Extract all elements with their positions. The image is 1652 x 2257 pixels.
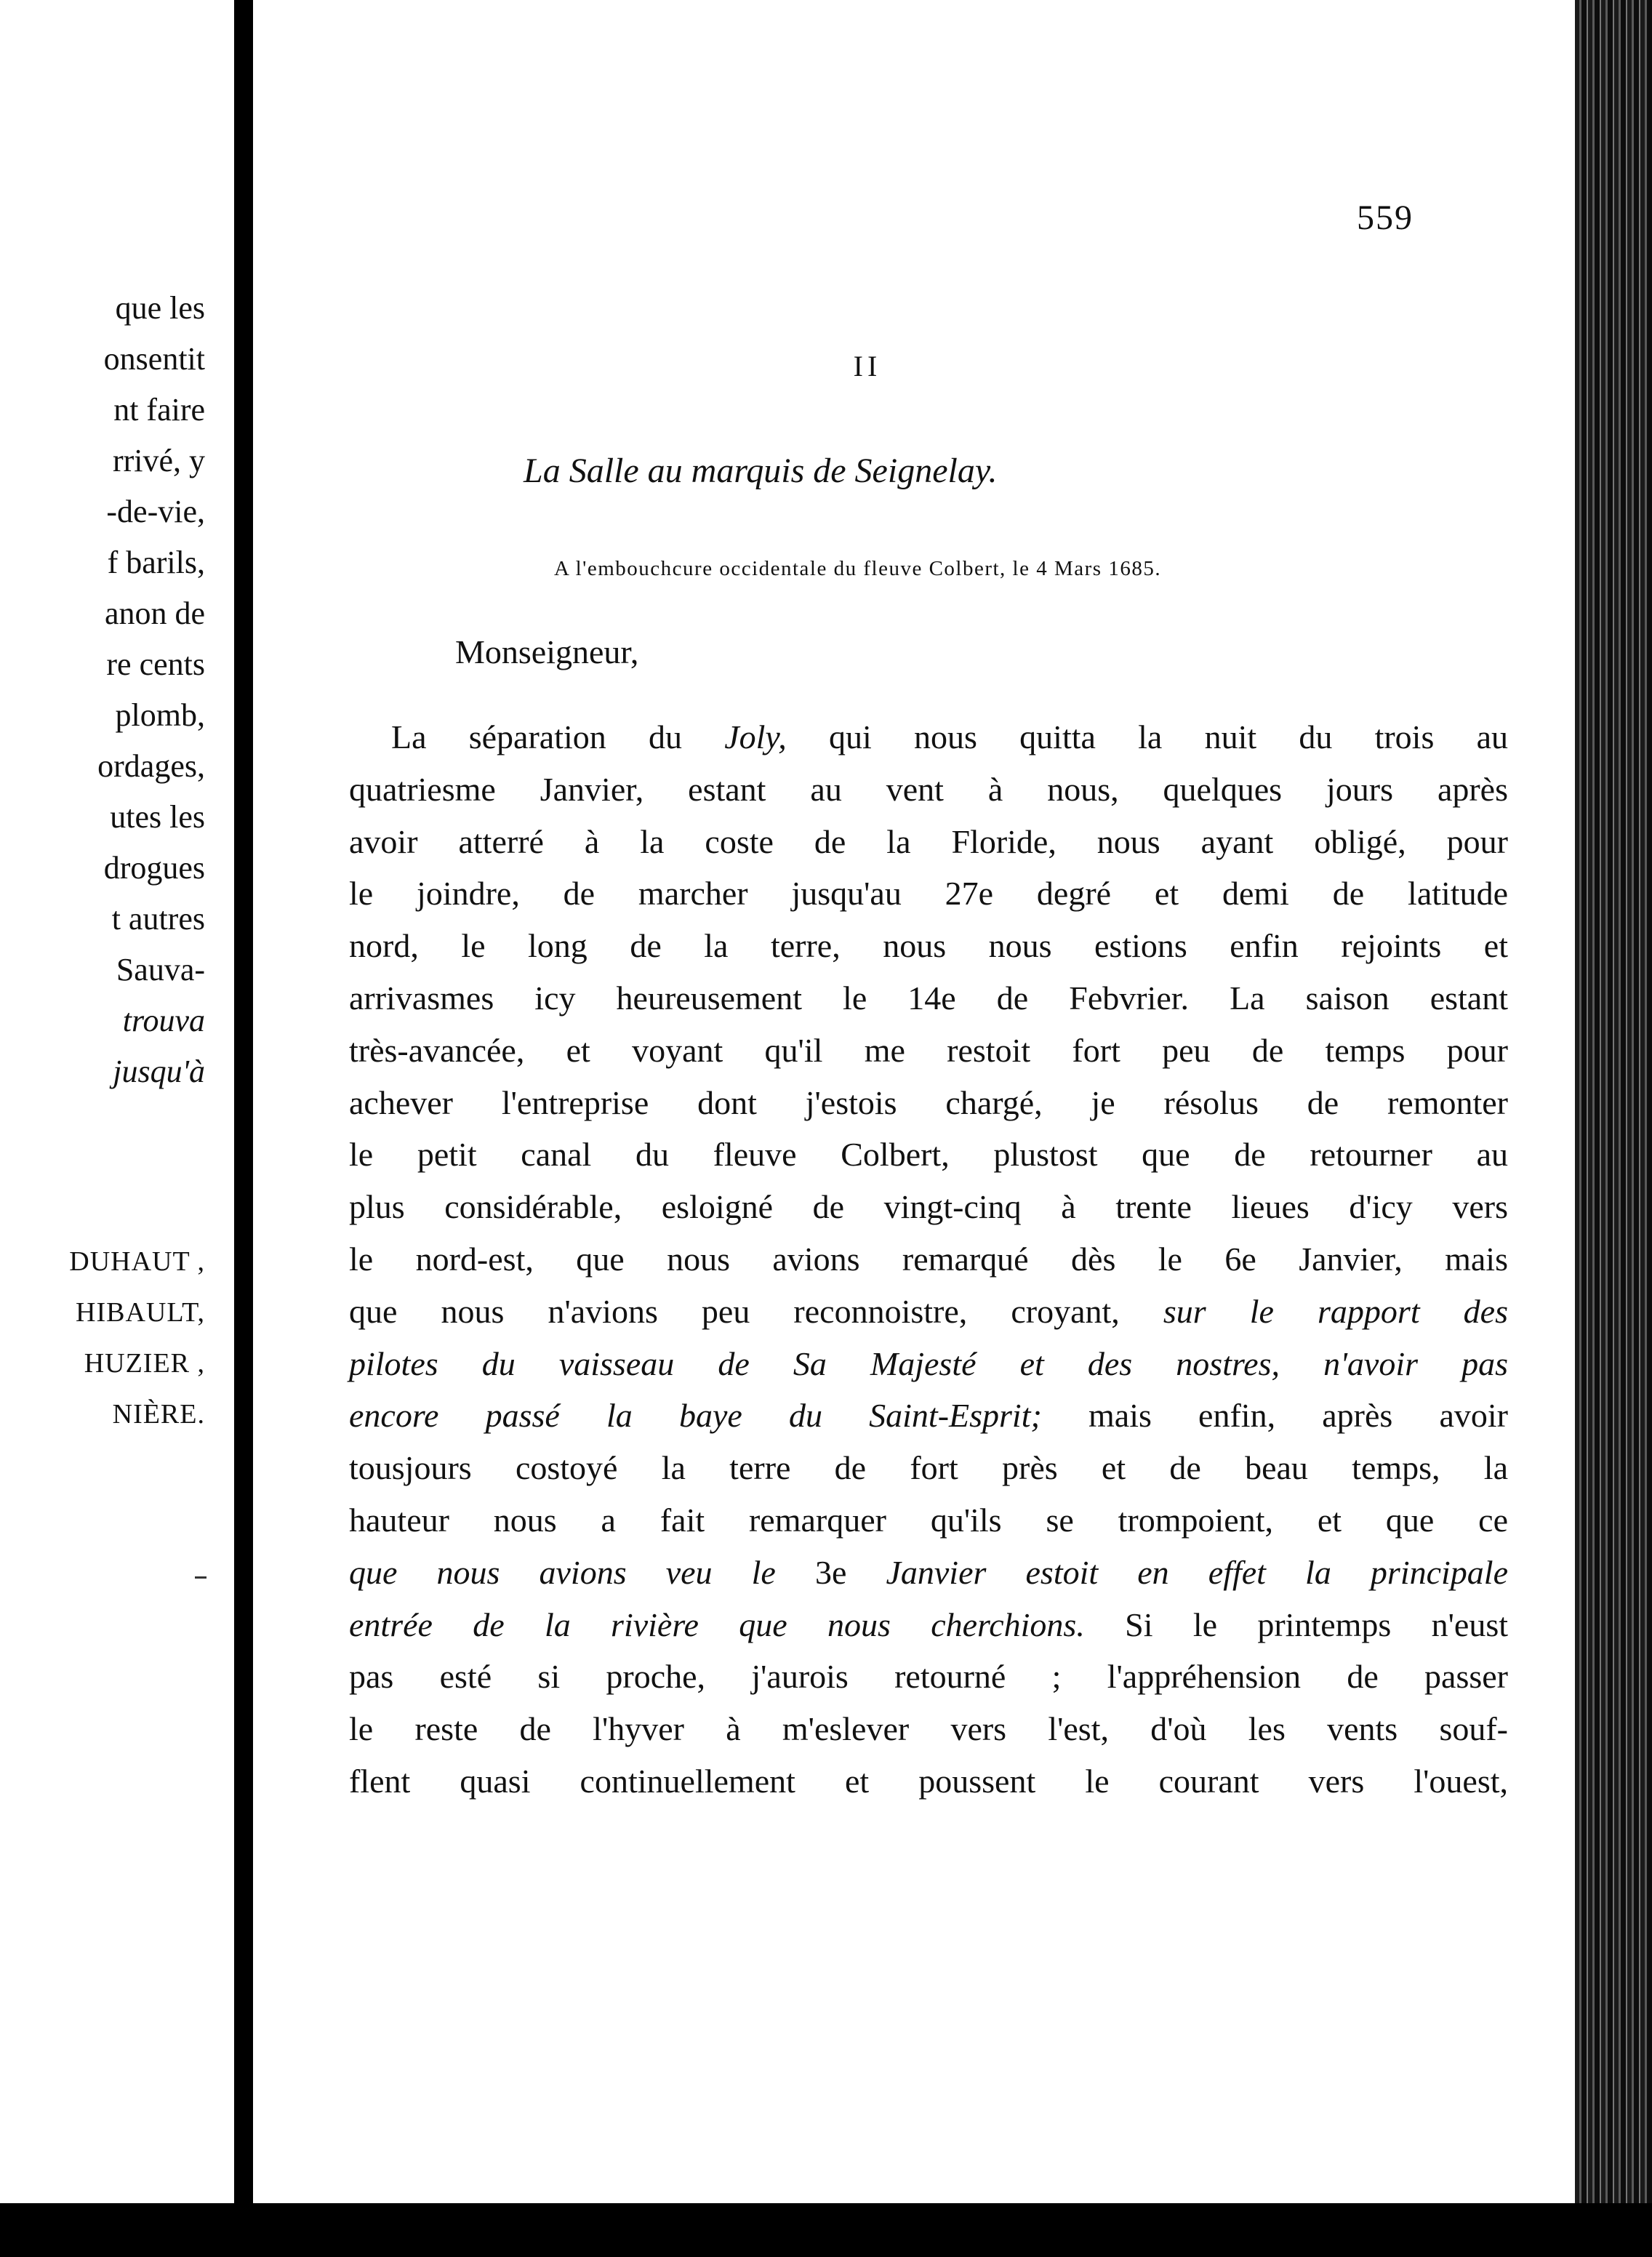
facing-page-fragment xyxy=(0,0,234,2203)
text-segment: mais enfin, après avoir xyxy=(1041,1397,1508,1435)
text-segment: Si le printemps n'eust xyxy=(1084,1605,1508,1643)
facing-page-signature: HIBAULT, xyxy=(76,1297,205,1328)
body-line xyxy=(349,867,1508,920)
body-line xyxy=(349,1494,1508,1547)
body-line xyxy=(349,1286,1508,1338)
scan-border xyxy=(0,2203,1652,2257)
facing-page-line: Sauva- xyxy=(116,952,205,987)
text-segment: le nord-est, que nous avions remarqué dès le 6e Janvier, mais xyxy=(349,1240,1508,1278)
facing-page-line: utes les xyxy=(110,799,205,835)
body-line xyxy=(349,1390,1508,1442)
body-line xyxy=(349,711,1508,763)
body-line xyxy=(349,816,1508,868)
text-segment: avoir atterré à la coste de la Floride, nous ayant obligé, pour xyxy=(349,822,1508,860)
body-line xyxy=(349,1338,1508,1390)
facing-page-line: nt faire xyxy=(113,392,205,428)
text-segment: plus considérable, esloigné de vingt-cinq à trente lieues d'icy vers xyxy=(349,1188,1508,1226)
page-number: 559 xyxy=(1357,199,1414,237)
body-line xyxy=(349,1233,1508,1286)
facing-page-line: drogues xyxy=(103,850,205,886)
body-line xyxy=(349,920,1508,972)
italic-segment: pilotes du vaisseau de Sa Majesté et des nostres, n'avoir pas xyxy=(349,1344,1508,1382)
text-segment: le petit canal du fleuve Colbert, plustost que de retourner au xyxy=(349,1136,1508,1174)
body-line xyxy=(349,1547,1508,1599)
facing-page-line: que les xyxy=(115,290,205,326)
body-line xyxy=(349,1755,1508,1808)
book-page xyxy=(253,0,1575,2203)
italic-segment: que nous avions veu le xyxy=(349,1553,815,1591)
facing-page-line: -de-vie, xyxy=(106,494,205,529)
facing-page-mark xyxy=(195,1576,206,1579)
text-segment: flent quasi continuellement et poussent le courant vers l'ouest, xyxy=(349,1762,1508,1800)
body-line xyxy=(349,1442,1508,1494)
facing-page-line: anon de xyxy=(104,596,205,631)
italic-segment: Janvier estoit en effet la principale xyxy=(846,1553,1509,1591)
salutation: Monseigneur, xyxy=(455,633,639,670)
facing-page-line: ordages, xyxy=(97,748,205,784)
facing-page-line: onsentit xyxy=(103,341,205,377)
text-segment: La séparation du xyxy=(391,718,725,755)
dateline: A l'embouchcure occidentale du fleuve Colbert, le 4 Mars 1685. xyxy=(554,557,1162,580)
page-gutter xyxy=(234,0,253,2203)
facing-page-line: t autres xyxy=(111,901,205,937)
text-segment: très-avancée, et voyant qu'il me restoit fort peu de temps pour xyxy=(349,1031,1508,1069)
text-segment: que nous n'avions peu reconnoistre, croyant, xyxy=(349,1292,1163,1330)
facing-page-line: plomb, xyxy=(115,697,205,733)
italic-segment: entrée de la rivière que nous cherchions. xyxy=(349,1605,1085,1643)
section-numeral: II xyxy=(853,350,882,382)
italic-segment: encore passé la baye du Saint-Esprit; xyxy=(349,1397,1042,1435)
facing-page-line: trouva xyxy=(122,1003,205,1038)
facing-page-line: jusqu'à xyxy=(113,1054,205,1089)
text-segment: le joindre, de marcher jusqu'au 27e degré et demi de latitude xyxy=(349,875,1508,913)
text-segment: 3e xyxy=(814,1553,847,1591)
facing-page-line: rrivé, y xyxy=(112,443,205,478)
text-segment: achever l'entreprise dont j'estois chargé, je résolus de remonter xyxy=(349,1083,1508,1121)
body-line xyxy=(349,1181,1508,1233)
text-segment: nord, le long de la terre, nous nous estions enfin rejoints et xyxy=(349,927,1508,965)
facing-page-signature: NIÈRE. xyxy=(112,1399,205,1430)
text-segment: quatriesme Janvier, estant au vent à nous, quelques jours après xyxy=(349,770,1508,808)
text-segment: le reste de l'hyver à m'eslever vers l'est, d'où les vents souf- xyxy=(349,1710,1508,1748)
body-line xyxy=(349,763,1508,816)
facing-page-line: f barils, xyxy=(107,545,205,580)
body-line xyxy=(349,972,1508,1025)
body-line xyxy=(349,1703,1508,1755)
italic-segment: Joly, xyxy=(724,718,787,755)
text-segment: pas esté si proche, j'aurois retourné ; l'appréhension de passer xyxy=(349,1658,1508,1696)
body-line xyxy=(349,1025,1508,1077)
text-segment: hauteur nous a fait remarquer qu'ils se trompoient, et que ce xyxy=(349,1501,1508,1539)
body-line xyxy=(349,1128,1508,1181)
text-segment: qui nous quitta la nuit du trois au xyxy=(786,718,1509,755)
body-line xyxy=(349,1599,1508,1651)
letter-title: La Salle au marquis de Seignelay. xyxy=(524,452,998,490)
text-segment: arrivasmes icy heureusement le 14e de Febvrier. La saison estant xyxy=(349,979,1508,1017)
italic-segment: sur le rapport des xyxy=(1163,1292,1509,1330)
facing-page-signature: HUZIER , xyxy=(84,1348,205,1379)
body-line xyxy=(349,1077,1508,1129)
facing-page-line: re cents xyxy=(106,646,205,682)
book-edge xyxy=(1575,0,1652,2203)
letter-body xyxy=(349,711,1508,1808)
body-line xyxy=(349,1651,1508,1703)
facing-page-signature: DUHAUT , xyxy=(69,1246,205,1277)
text-segment: tousjours costoyé la terre de fort près et de beau temps, la xyxy=(349,1449,1508,1487)
